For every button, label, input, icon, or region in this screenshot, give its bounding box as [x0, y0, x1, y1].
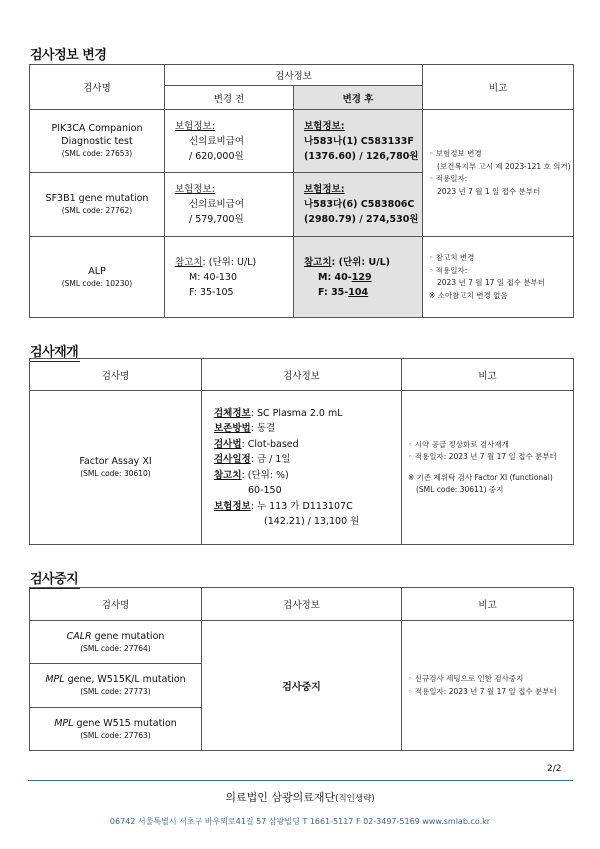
footer-organization: 의료법인 삼광의료재단(직인생략) — [225, 791, 375, 804]
section-title-resume: 검사재개 — [30, 341, 78, 360]
discontinue-table — [29, 587, 574, 751]
resume-table — [29, 358, 574, 545]
before-info-alp: 참고치: (단위: U/L) M: 40-130 F: 35-105 — [165, 237, 294, 318]
footer-divider — [28, 780, 573, 781]
info-change-table — [29, 64, 574, 318]
header-note: 비고 — [423, 65, 574, 110]
test-name-mpl-w515kl: MPL gene, W515K/L mutation (SML code: 27773) — [30, 664, 202, 708]
test-name-sf3b1: SF3B1 gene mutation (SML code: 27762) — [30, 173, 165, 237]
after-info-pik3ca: 보험정보: 나583나(1) C583133F (1376.60) / 126,780원 — [294, 110, 423, 173]
header-test-info: 검사정보 — [202, 588, 402, 621]
after-info-sf3b1: 보험정보: 나583다(6) C583806C (2980.79) / 274,530원 — [294, 173, 423, 237]
changed-value-f: 104 — [348, 286, 369, 298]
header-after: 변경 후 — [294, 86, 423, 110]
discontinue-info: 검사중지 — [202, 621, 402, 751]
test-name-calr: CALR gene mutation (SML code: 27764) — [30, 621, 202, 664]
header-before: 변경 전 — [165, 86, 294, 110]
header-note: 비고 — [402, 588, 574, 621]
test-name-pik3ca: PIK3CA Companion Diagnostic test (SML code: 27653) — [30, 110, 165, 173]
header-note: 비고 — [402, 359, 574, 391]
test-name-factor-xi: Factor Assay XI (SML code: 30610) — [30, 391, 202, 545]
factor-xi-info: 검체정보: SC Plasma 2.0 mL 보존방법: 동결 검사법: Clot-based 검사일정: 금 / 1일 참고치: (단위: %) 60-150 보험정보: 누 113 가 D113107C (142.21) / 13,100 원 — [202, 391, 402, 545]
after-info-alp: 참고치: (단위: U/L) M: 40-129 F: 35-104 — [294, 237, 423, 318]
header-test-info: 검사정보 — [202, 359, 402, 391]
test-name-mpl-w515: MPL gene W515 mutation (SML code: 27763) — [30, 708, 202, 751]
note-reference-change: ◦ 참고치 변경 ◦ 적용일자: 2023 년 7 월 17 일 접수 분부터 ※ 소아참고치 변경 없음 — [423, 237, 574, 318]
test-name-alp: ALP (SML code: 10230) — [30, 237, 165, 318]
section-title-info-change: 검사정보 변경 — [30, 44, 106, 63]
header-test-name: 검사명 — [30, 65, 165, 110]
note-resume: ◦ 시약 공급 정상화로 검사재개 ◦ 적용일자: 2023 년 7 월 17 일 접수 분부터 ※ 기존 제위탁 검사 Factor XI (functional) (SML code: 30611) 중지 — [402, 391, 574, 545]
header-test-name: 검사명 — [30, 359, 202, 391]
note-insurance-change: ◦ 보험정보 변경 (보건복지부 고시 제 2023-121 호 의거) ◦ 적용일자: 2023 년 7 월 1 일 접수 분부터 — [423, 110, 574, 237]
header-test-info: 검사정보 — [165, 65, 423, 86]
section-title-discontinue: 검사중지 — [30, 568, 78, 587]
header-test-name: 검사명 — [30, 588, 202, 621]
footer-address: 06742 서울특별시 서초구 바우뫼로41길 57 삼광빌딩 T 1661-5117 F 02-3497-5169 www.smlab.co.kr — [109, 817, 491, 826]
changed-value-m: 129 — [351, 271, 372, 283]
page-number: 2/2 — [547, 764, 562, 774]
note-discontinue: ◦ 신규검사 세팅으로 인한 검사중지 ◦ 적용일자: 2023 년 7 월 17 일 접수 분부터 — [402, 621, 574, 751]
before-info-sf3b1: 보험정보: 신의료비급여 / 579,700원 — [165, 173, 294, 237]
before-info-pik3ca: 보험정보: 신의료비급여 / 620,000원 — [165, 110, 294, 173]
